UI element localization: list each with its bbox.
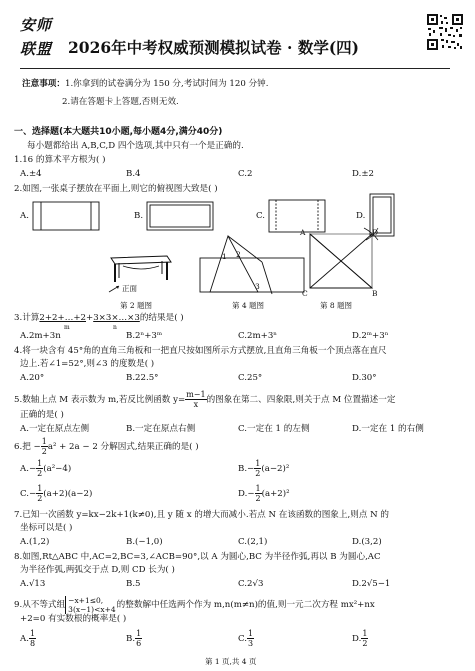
- q9-option-b: B. $\frac{1}{6}$: [126, 629, 142, 648]
- q5-option-a: A.一定在原点左侧: [20, 424, 90, 434]
- q5-option-b: B.一定在原点右侧: [126, 424, 196, 434]
- q4-stem-line1: 4.将一块含有 45°角的直角三角板和一把直尺按如图所示方式摆放,且直角三角板一个顶点落在直尺: [14, 346, 387, 356]
- q4-option-d: D.30°: [352, 373, 377, 383]
- q2-option-a-figure: [32, 198, 102, 234]
- q4-stem-line2: 边上.若∠1=52°,则∠3 的度数是( ): [20, 359, 155, 369]
- q6-stem: 6.把 − $\frac{1}{2}$ a² + 2a − 2 分解因式,结果正确的是( ): [14, 437, 199, 456]
- q1-stem: 1.16 的算术平方根为( ): [14, 155, 106, 165]
- qr-code-icon: [426, 13, 464, 51]
- point-a-label: A: [300, 228, 306, 237]
- q7-option-a: A.(1,2): [20, 537, 50, 547]
- q3-product: 3×3×…×3: [93, 313, 140, 323]
- notice-item-1: 1.你拿到的试卷满分为 150 分,考试时间为 120 分钟.: [64, 79, 269, 89]
- q2-option-a: A.: [20, 211, 29, 221]
- q8-stem-line1: 8.如图,Rt△ABC 中,AC=2,BC=3,∠ACB=90°,以 A 为圆心,BC 为半径作弧,再以 B 为圆心,AC: [14, 552, 381, 562]
- q3-option-d: D.2ᵐ+3ⁿ: [352, 331, 389, 341]
- q8-option-d: D.2√5−1: [352, 579, 391, 589]
- angle-label-3: 3: [255, 282, 260, 291]
- q5-option-c: C.一定在 1 的左侧: [238, 424, 310, 434]
- q2-option-b: B.: [134, 211, 144, 221]
- ruler-triangle-figure: [198, 232, 308, 306]
- point-d-label: D: [372, 228, 379, 237]
- q8-option-a: A.√13: [20, 579, 46, 589]
- fig4-caption: 第 4 题图: [232, 301, 265, 310]
- q9-stem-line1: 9.从不等式组 −x+1≤0, 3(x−1)<x+4 的整数解中任选两个作为 m,n(m≠n)的值,则一元二次方程 mx²+nx: [14, 595, 375, 614]
- table-figure: [105, 252, 177, 300]
- q8-option-c: C.2√3: [238, 579, 264, 589]
- q4-option-a: A.20°: [20, 373, 45, 383]
- q7-option-c: C.(2,1): [238, 537, 268, 547]
- angle-label-1: 1: [222, 252, 227, 261]
- q3-option-c: C.2m+3ⁿ: [238, 331, 278, 341]
- q9-option-d: D. $\frac{1}{2}$: [352, 629, 368, 648]
- q6-option-a: A.− $\frac{1}{2}$ (a²−4): [20, 459, 72, 478]
- label-front: 正面: [122, 284, 137, 293]
- q9-inequality-system: −x+1≤0, 3(x−1)<x+4: [65, 596, 115, 614]
- q7-option-b: B.(−1,0): [126, 537, 163, 547]
- q5-fraction: $\frac{m-1}{x}$: [186, 390, 206, 409]
- fig2-caption: 第 2 题图: [120, 301, 153, 310]
- point-b-label: B: [372, 289, 378, 298]
- q6-option-b: B.− $\frac{1}{2}$ (a−2)²: [238, 459, 290, 478]
- q2-option-b-figure: [146, 198, 216, 234]
- fig8-caption: 第 8 题图: [320, 301, 353, 310]
- q4-option-b: B.22.5°: [126, 373, 159, 383]
- q9-option-a: A. $\frac{1}{8}$: [20, 629, 36, 648]
- q6-option-d: D.− $\frac{1}{2}$ (a+2)²: [238, 484, 290, 503]
- notice-item-2: 2.请在答题卡上答题,否则无效.: [62, 97, 179, 107]
- q2-stem: 2.如图,一张桌子摆放在平面上,则它的俯视图大致是( ): [14, 184, 218, 194]
- q2-option-c: C.: [256, 211, 266, 221]
- logo-line2: 联盟: [20, 40, 53, 58]
- q9-stem-line2: +2=0 有实数根的概率是( ): [20, 614, 127, 624]
- q8-option-b: B.5: [126, 579, 141, 589]
- page-title: 2026年中考权威预测模拟试卷 · 数学(四): [68, 38, 359, 57]
- q9-option-c: C. $\frac{1}{3}$: [238, 629, 254, 648]
- q7-stem-line2: 坐标可以是( ): [20, 523, 73, 533]
- q7-option-d: D.(3,2): [352, 537, 382, 547]
- notice-label: 注意事项：: [22, 79, 65, 89]
- q3-m-label: m: [64, 324, 70, 331]
- q8-stem-line2: 为半径作弧,两弧交于点 D,则 CD 长为( ): [20, 565, 175, 575]
- q5-stem-line1: 5.数轴上点 M 表示数为 m,若反比例函数 y= $\frac{m-1}{x}$ 的图象在第二、四象限,则关于点 M 位置描述一定: [14, 390, 396, 409]
- q3-sum: 2+2+…+2: [39, 313, 86, 323]
- section-intro: 每小题都给出 A,B,C,D 四个选项,其中只有一个是正确的.: [27, 141, 244, 151]
- q3-option-a: A.2m+3n: [20, 331, 61, 341]
- angle-label-2: 2: [236, 250, 241, 259]
- q5-stem-line2: 正确的是( ): [20, 410, 64, 420]
- q2-option-d: D.: [356, 211, 366, 221]
- q7-stem-line1: 7.已知一次函数 y=kx−2k+1(k≠0),且 y 随 x 的增大而减小.若点 N 在该函数的图象上,则点 N 的: [14, 510, 389, 520]
- section-title: 一、选择题(本大题共10小题,每小题4分,满分40分): [14, 127, 223, 137]
- page-footer: 第 1 页,共 4 页: [205, 657, 257, 666]
- q4-option-c: C.25°: [238, 373, 263, 383]
- q1-option-a: A.±4: [20, 169, 42, 179]
- header-divider: [20, 68, 450, 69]
- q3-stem: 3.计算2+2+…+2+3×3×…×3的结果是( ): [14, 313, 184, 323]
- q6-option-c: C.− $\frac{1}{2}$ (a+2)(a−2): [20, 484, 93, 503]
- q1-option-b: B.4: [126, 169, 141, 179]
- q3-n-label: n: [113, 324, 117, 331]
- q1-option-d: D.±2: [352, 169, 374, 179]
- logo-line1: 安师: [20, 16, 53, 34]
- point-c-label: C: [302, 289, 308, 298]
- q1-option-c: C.2: [238, 169, 253, 179]
- q3-option-b: B.2ⁿ+3ᵐ: [126, 331, 163, 341]
- q5-option-d: D.一定在 1 的右侧: [352, 424, 424, 434]
